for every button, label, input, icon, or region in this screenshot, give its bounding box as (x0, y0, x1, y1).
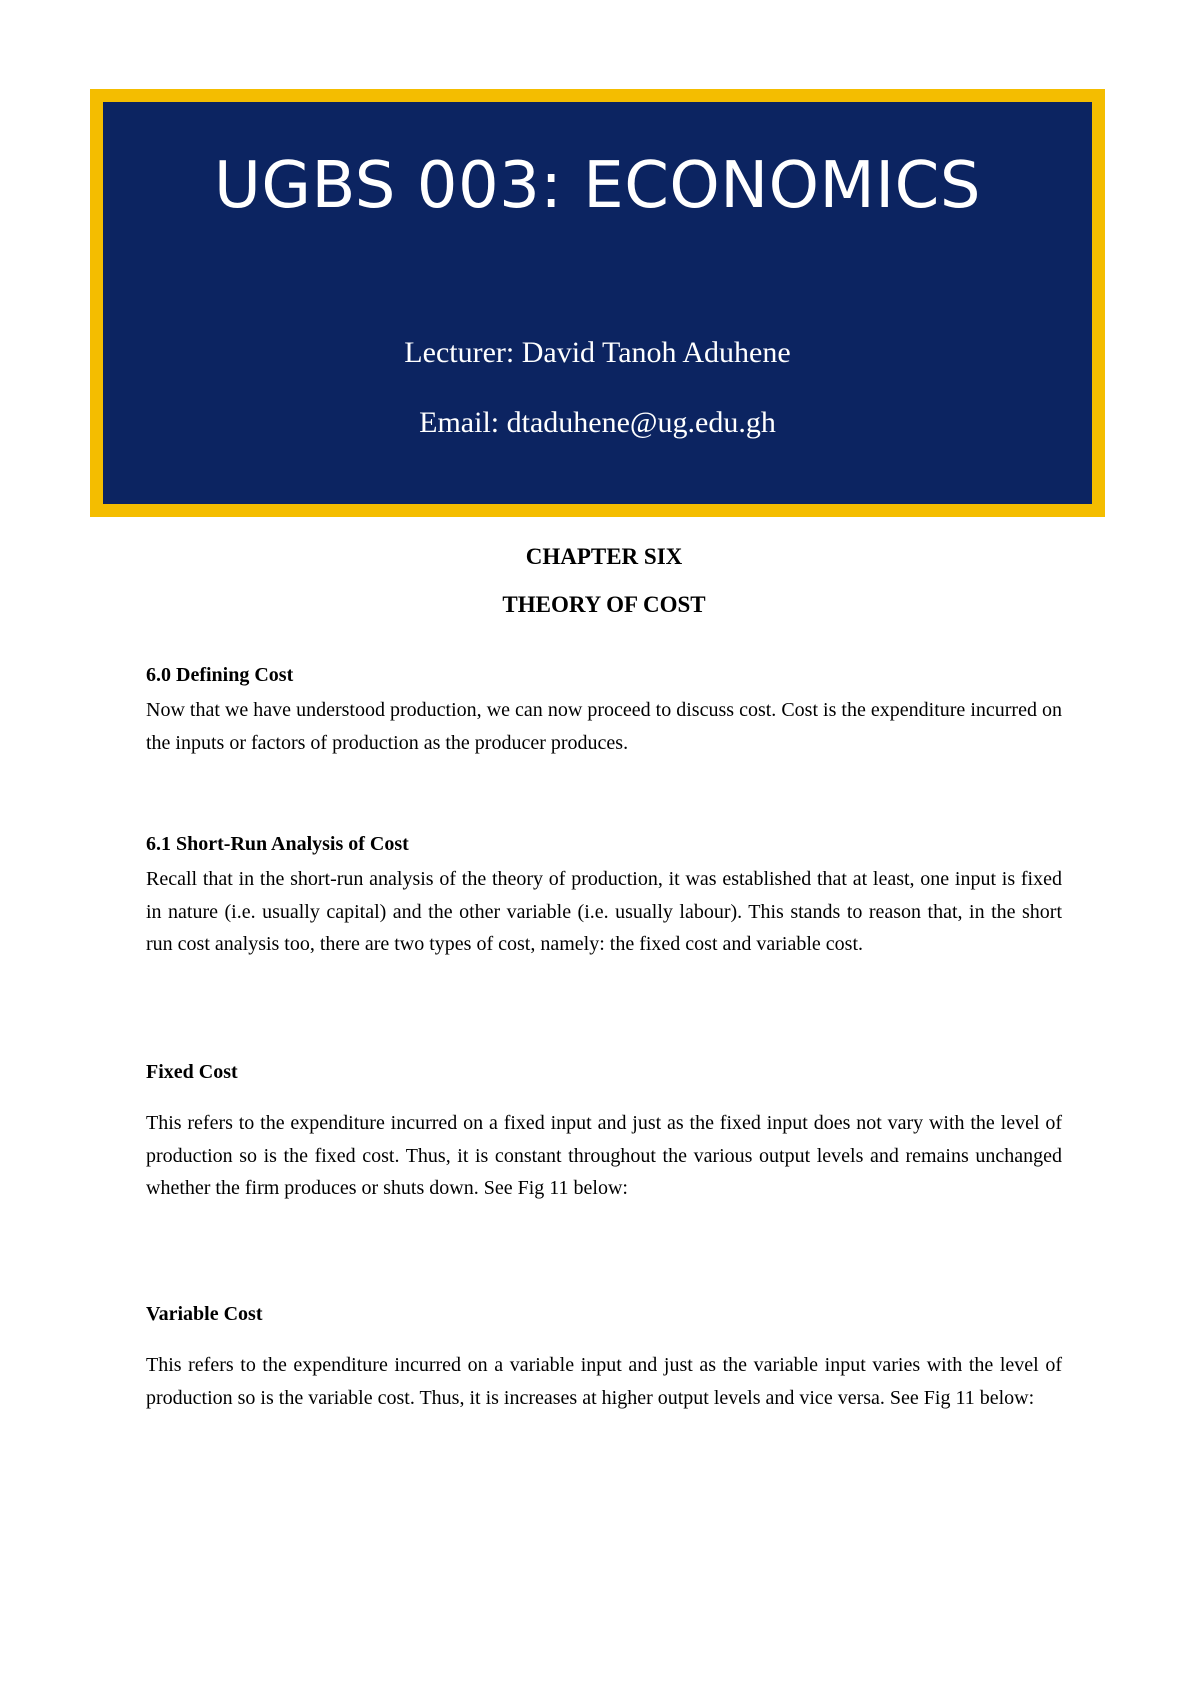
section-heading-defining-cost: 6.0 Defining Cost (146, 664, 294, 686)
lecturer-email: Email: dtaduhene@ug.edu.gh (419, 406, 776, 439)
section-heading-short-run: 6.1 Short-Run Analysis of Cost (146, 833, 409, 855)
chapter-label: CHAPTER SIX (525, 544, 683, 569)
chapter-title: THEORY OF COST (502, 592, 706, 617)
paragraph-variable-cost: This refers to the expenditure incurred on a variable input and just as the variable input varies with the level of production so is the variable cost. Thus, it is increases at higher output levels and vice versa. See Fig 11 below: (146, 1354, 1062, 1409)
paragraph-fixed-cost: This refers to the expenditure incurred on a fixed input and just as the fixed input does not vary with the level of production so is the fixed cost. Thus, it is constant throughout the various output levels and remains unchanged whether the firm produces or shuts down. See Fig 11 below: (146, 1112, 1062, 1199)
course-title: UGBS 003: ECONOMICS (214, 149, 981, 223)
title-banner-panel (103, 102, 1092, 504)
section-heading-fixed-cost: Fixed Cost (146, 1061, 238, 1083)
lecturer-name: Lecturer: David Tanoh Aduhene (404, 336, 791, 369)
paragraph-short-run: Recall that in the short-run analysis of the theory of production, it was established that at least, one input is fixed in nature (i.e. usually capital) and the other variable (i.e. usually labour). This stands to reason that, in the short run cost analysis too, there are two types of cost, namely: the fixed cost and variable cost. (146, 868, 1062, 955)
section-heading-variable-cost: Variable Cost (146, 1303, 263, 1325)
title-banner (90, 89, 1105, 517)
paragraph-defining-cost: Now that we have understood production, we can now proceed to discuss cost. Cost is the expenditure incurred on the inputs or factors of production as the producer produces. (146, 699, 1062, 754)
